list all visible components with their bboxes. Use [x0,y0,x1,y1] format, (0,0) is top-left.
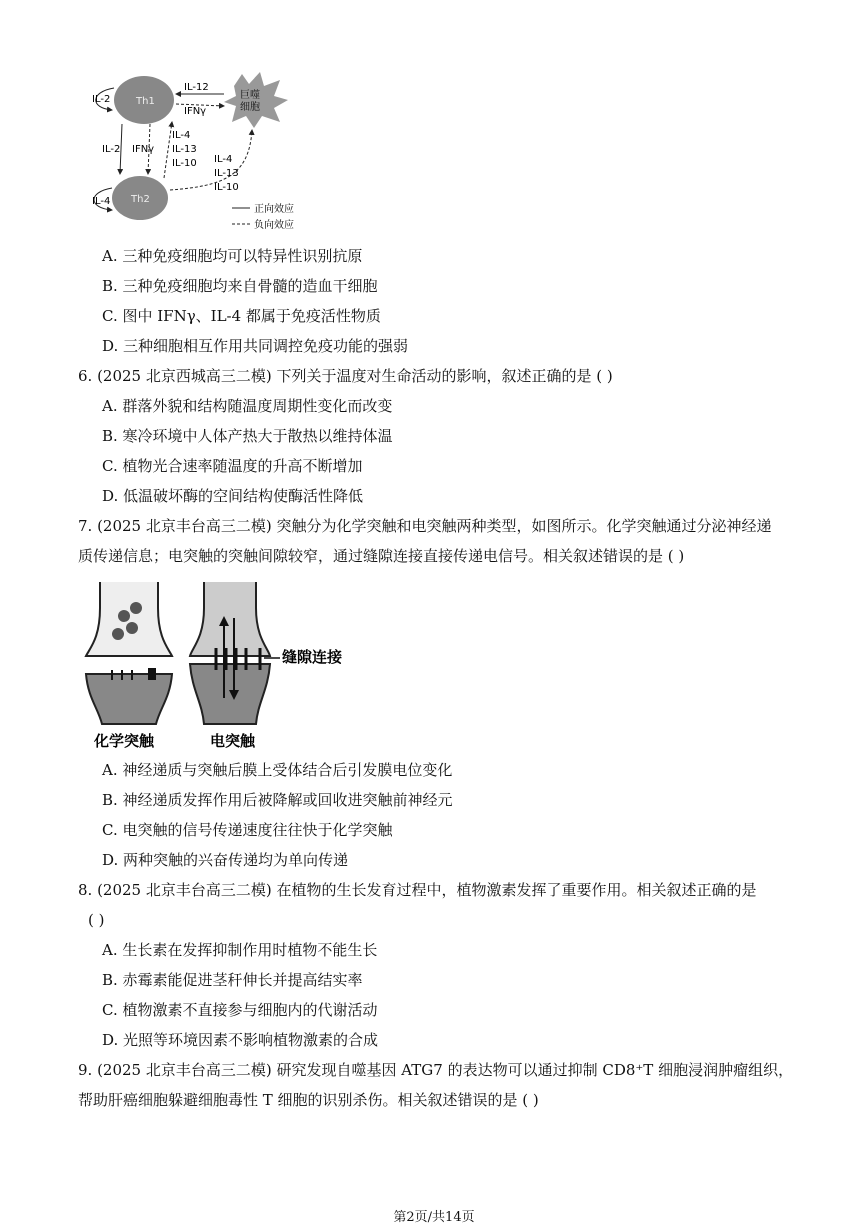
chemical-synapse-label: 化学突触 [94,732,155,750]
mid-cytokine-2: IL-13 [172,144,197,155]
q6-stem: 6. (2025 北京西城高三二模) 下列关于温度对生命活动的影响，叙述正确的是 ( ) [78,367,613,385]
q5-option-b: B. 三种免疫细胞均来自骨髓的造血干细胞 [102,277,378,295]
q8-option-d: D. 光照等环境因素不影响植物激素的合成 [102,1031,379,1049]
q7-option-a: A. 神经递质与突触后膜上受体结合后引发膜电位变化 [102,761,453,779]
page-footer: 第2页/共14页 [393,1210,475,1225]
right-cytokine-1: IL-4 [214,154,233,165]
q7-stem-line1: 7. (2025 北京丰台高三二模) 突触分为化学突触和电突触两种类型，如图所示。化学突触通过分泌神经递 [78,517,772,535]
mid-cytokine-3: IL-10 [172,158,197,169]
legend-positive: 正向效应 [254,204,294,215]
macrophage-label-1: 巨噬 [240,90,260,101]
q8-option-a: A. 生长素在发挥抑制作用时植物不能生长 [102,941,378,959]
electrical-synapse-label: 电突触 [210,732,256,750]
q7-option-b: B. 神经递质发挥作用后被降解或回收进突触前神经元 [102,791,453,809]
il12-label: IL-12 [184,82,209,93]
legend-negative: 负向效应 [254,220,294,231]
ifn-top-label: IFNγ [184,106,207,117]
macrophage-label-2: 细胞 [240,102,260,113]
ifn-mid-label: IFNγ [132,144,155,155]
il4-left-label: IL-4 [92,196,111,207]
q5-option-a: A. 三种免疫细胞均可以特异性识别抗原 [102,247,363,265]
th1-label: Th1 [136,96,155,107]
immune-cell-diagram [84,66,314,236]
q7-option-d: D. 两种突触的兴奋传递均为单向传递 [102,851,349,869]
gap-junction-label: 缝隙连接 [282,648,343,666]
q6-option-a: A. 群落外貌和结构随温度周期性变化而改变 [102,397,393,415]
q6-option-b: B. 寒冷环境中人体产热大于散热以维持体温 [102,427,393,445]
q5-option-d: D. 三种细胞相互作用共同调控免疫功能的强弱 [102,337,409,355]
q5-option-c: C. 图中 IFNγ、IL-4 都属于免疫活性物质 [102,307,381,325]
right-cytokine-2: IL-13 [214,168,239,179]
q8-option-b: B. 赤霉素能促进茎秆伸长并提高结实率 [102,971,363,989]
q7-stem-line2: 质传递信息；电突触的突触间隙较窄，通过缝隙连接直接传递电信号。相关叙述错误的是 ( ) [78,547,685,565]
q9-stem-line1: 9. (2025 北京丰台高三二模) 研究发现自噬基因 ATG7 的表达物可以通过抑制 CD8⁺T 细胞浸润肿瘤组织， [78,1061,794,1079]
q6-option-d: D. 低温破坏酶的空间结构使酶活性降低 [102,487,364,505]
q7-option-c: C. 电突触的信号传递速度往往快于化学突触 [102,821,393,839]
il2-top-label: IL-2 [92,94,111,105]
synapse-diagram [80,578,360,753]
q8-stem-line2: ( ) [88,911,105,929]
right-cytokine-3: IL-10 [214,182,239,193]
th2-label: Th2 [131,194,150,205]
il2-mid-label: IL-2 [102,144,121,155]
q8-option-c: C. 植物激素不直接参与细胞内的代谢活动 [102,1001,378,1019]
mid-cytokine-1: IL-4 [172,130,191,141]
q8-stem-line1: 8. (2025 北京丰台高三二模) 在植物的生长发育过程中，植物激素发挥了重要作用。相关叙述正确的是 [78,881,757,899]
q9-stem-line2: 帮助肝癌细胞躲避细胞毒性 T 细胞的识别杀伤。相关叙述错误的是 ( ) [78,1091,539,1109]
q6-option-c: C. 植物光合速率随温度的升高不断增加 [102,457,363,475]
